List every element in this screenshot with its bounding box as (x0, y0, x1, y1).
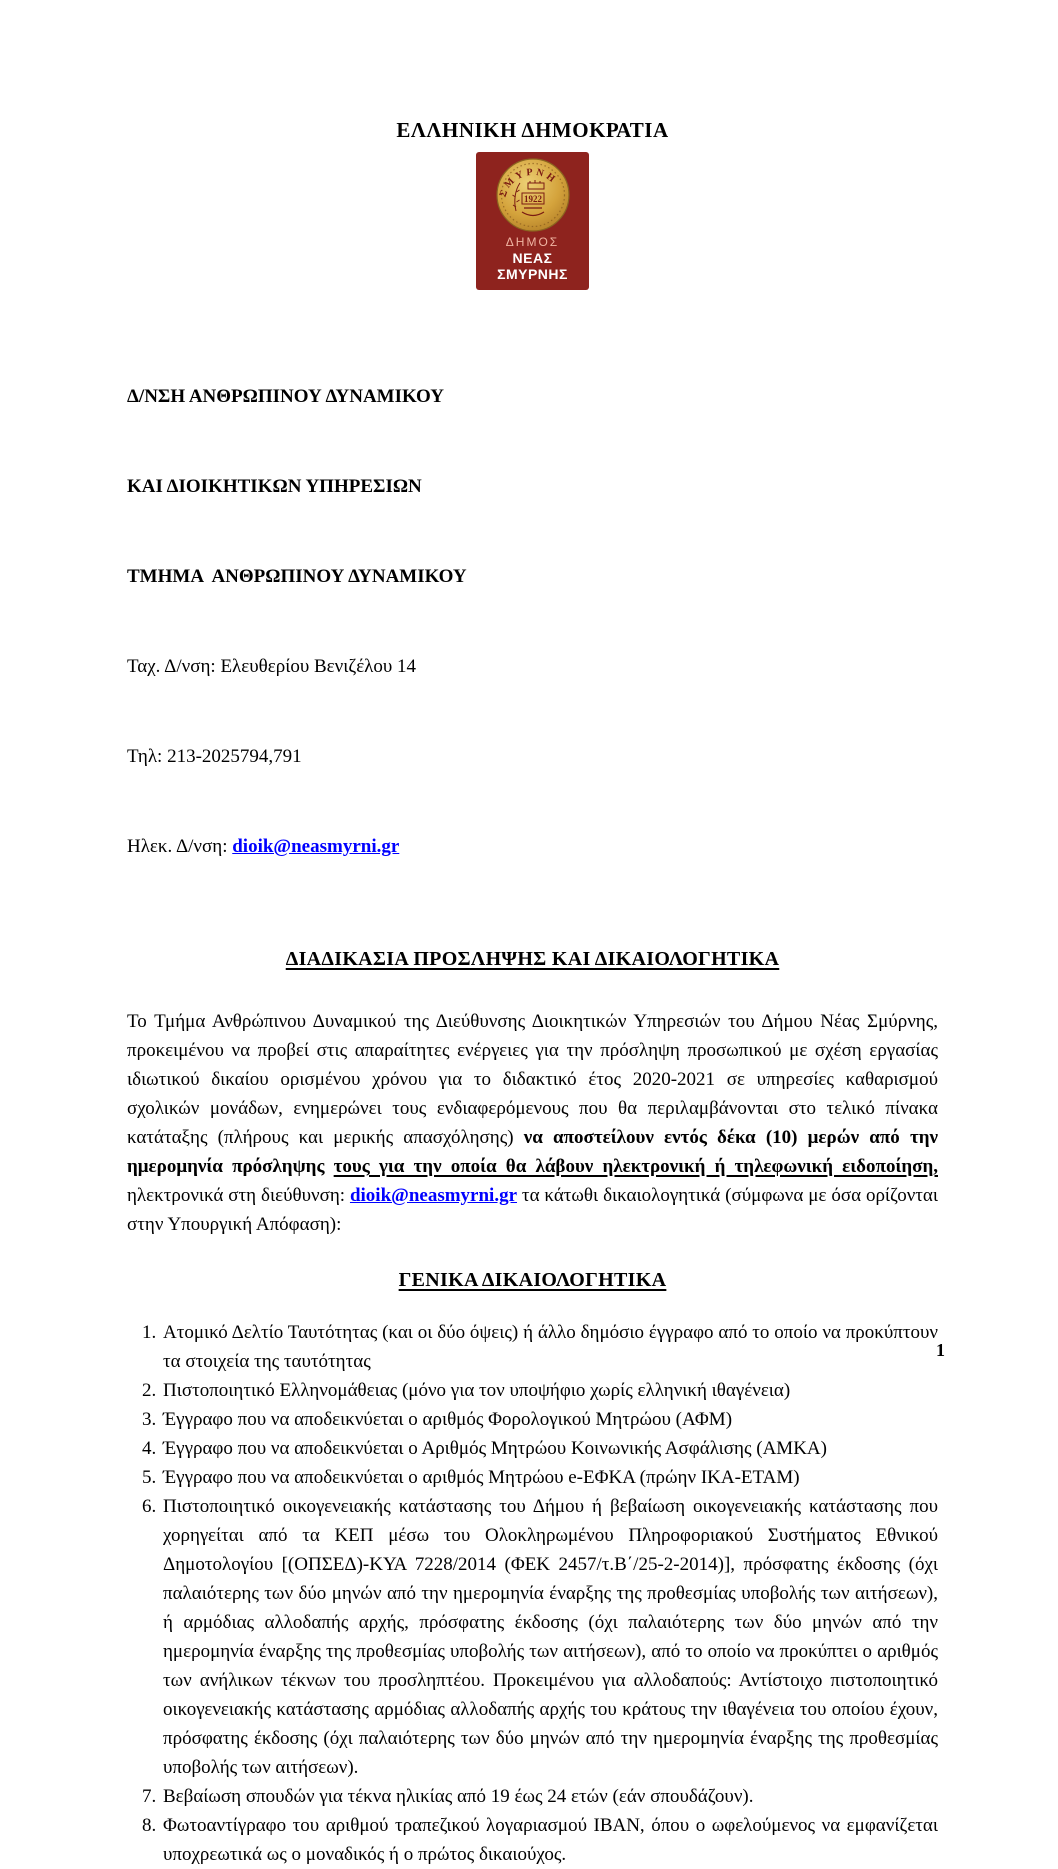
department-line-1: Δ/ΝΣΗ ΑΝΘΡΩΠΙΝΟΥ ΔΥΝΑΜΙΚΟΥ (127, 386, 444, 407)
department-block (127, 322, 938, 922)
postal-address-line (127, 652, 938, 682)
municipality-seal-icon (476, 157, 589, 233)
logo-municipality-word: ΔΗΜΟΣ (505, 235, 560, 249)
department-line-2: ΚΑΙ ΔΙΟΙΚΗΤΙΚΩΝ ΥΠΗΡΕΣΙΩΝ (127, 476, 422, 497)
coin-year-text: 1922 (523, 194, 542, 204)
logo-municipality-name: ΝΕΑΣ ΣΜΥΡΝΗΣ (497, 250, 568, 282)
municipality-logo (476, 152, 589, 290)
intro-bold-1: να αποστείλουν εντός δέκα (10) μερών από την ημερομηνία πρόσληψης (127, 1127, 938, 1177)
republic-title: ΕΛΛΗΝΙΚΗ ΔΗΜΟΚΡΑΤΙΑ (396, 118, 669, 142)
section-title: ΓΕΝΙΚΑ ΔΙΚΑΙΟΛΟΓΗΤΙΚΑ (398, 1269, 667, 1291)
intro-paragraph (127, 1007, 938, 1239)
requirement-item-5: 5. Έγγραφο που να αποδεικνύεται ο αριθμός Μητρώου e-ΕΦΚΑ (πρώην ΙΚΑ-ΕΤΑΜ) (161, 1463, 938, 1492)
phone-value: 213-2025794,791 (167, 746, 302, 767)
phone-label: Τηλ: (127, 746, 168, 767)
requirement-item-8: 8. Φωτοαντίγραφο του αριθμού τραπεζικού λογαριασμού ΙΒΑΝ, όπου ο ωφελούμενος να εμφανίζεται υποχρεωτικά ως ο μοναδικός ή ο πρώτος δικαιούχος. (161, 1811, 938, 1869)
requirement-item-6: 6. Πιστοποιητικό οικογενειακής κατάστασης του Δήμου ή βεβαίωση οικογενειακής κατάστασης που χορηγείται από τα ΚΕΠ μέσω του Ολοκληρωμένου Πληροφοριακού Συστήματος Εθνικού Δημοτολογίου [(ΟΠΣΕΔ)-ΚΥΑ 7228/2014 (ΦΕΚ 2457/τ.Β΄/25-2-2014)], πρόσφατης έκδοσης (όχι παλαιότερης των δύο μηνών από την ημερομηνία έναρξης της προθεσμίας υποβολής των αιτήσεων), ή αρμόδιας αλλοδαπής αρχής, πρόσφατης έκδοσης (όχι παλαιότερης των δύο μηνών από την ημερομηνία έναρξης της προθεσμίας υποβολής των αιτήσεων), από το οποίο να προκύπτει ο αριθμός των ανήλικων τέκνων του προσληπτέου. Προκειμένου για αλλοδαπούς: Αντίστοιχο πιστοποιητικό οικογενειακής κατάστασης αρμόδιας αλλοδαπής αρχής του κράτους την ιθαγένεια του οποίου έχουν, πρόσφατης έκδοσης (όχι παλαιότερης των δύο μηνών από την ημερομηνία έναρξης της προθεσμίας υποβολής των αιτήσεων). (161, 1492, 938, 1782)
intro-normal-1: Το Τμήμα Ανθρώπινου Δυναμικού της Διεύθυνσης Διοικητικών Υπηρεσιών του Δήμου Νέας Σμύρνης, προκειμένου να προβεί στις απαραίτητες ενέργειες για την πρόσληψη προσωπικού με σχέση εργασίας ιδιωτικού δικαίου ορισμένου χρόνου για το διδακτικό έτος 2020-2021 σε υπηρεσίες καθαρισμού σχολικών μονάδων, ενημερώνει τους ενδιαφερόμενους που θα περιλαμβάνονται στο τελικό πίνακα κατάταξης (πλήρους και μερικής απασχόλησης) (127, 1011, 938, 1148)
email-label: Ηλεκ. Δ/νση: (127, 836, 233, 857)
postal-address-value: Ελευθερίου Βενιζέλου 14 (220, 656, 417, 677)
intro-normal-2: ηλεκτρονικά στη διεύθυνση: (127, 1185, 350, 1206)
intro-normal-3: τα κάτωθι δικαιολογητικά (σύμφωνα με όσα ορίζονται στην Υπουργική Απόφαση): (127, 1185, 939, 1235)
requirement-item-7: 7. Βεβαίωση σπουδών για τέκνα ηλικίας από 19 έως 24 ετών (εάν σπουδάζουν). (161, 1782, 938, 1811)
intro-bold-underline-1: τους για την οποία θα λάβουν ηλεκτρονική ή τηλεφωνική ειδοποίηση, (333, 1156, 938, 1177)
requirements-list (127, 1318, 938, 1869)
requirement-item-4: 4. Έγγραφο που να αποδεικνύεται ο Αριθμός Μητρώου Κοινωνικής Ασφάλισης (ΑΜΚΑ) (161, 1434, 938, 1463)
email-link[interactable]: dioik@neasmyrni.gr (232, 836, 400, 857)
coin-city-text: ΣΜΥΡΝΗ (497, 166, 559, 199)
page-number: 1 (936, 1340, 945, 1360)
intro-email-link[interactable]: dioik@neasmyrni.gr (349, 1185, 518, 1206)
department-line-3: ΤΜΗΜΑ ΑΝΘΡΩΠΙΝΟΥ ΔΥΝΑΜΙΚΟΥ (127, 566, 467, 587)
email-line (127, 832, 938, 862)
requirement-item-2: 2. Πιστοποιητικό Ελληνομάθειας (μόνο για τον υποψήφιο χωρίς ελληνική ιθαγένεια) (161, 1376, 938, 1405)
postal-address-label: Ταχ. Δ/νση: (127, 656, 221, 677)
requirement-item-1: 1. Ατομικό Δελτίο Ταυτότητας (και οι δύο όψεις) ή άλλο δημόσιο έγγραφο από το οποίο να προκύπτουν τα στοιχεία της ταυτότητας (161, 1318, 938, 1376)
requirement-item-3: 3. Έγγραφο που να αποδεικνύεται ο αριθμός Φορολογικού Μητρώου (ΑΦΜ) (161, 1405, 938, 1434)
document-title: ΔΙΑΔΙΚΑΣΙΑ ΠΡΟΣΛΗΨΗΣ ΚΑΙ ΔΙΚΑΙΟΛΟΓΗΤΙΚΑ (285, 948, 780, 970)
phone-line (127, 742, 938, 772)
